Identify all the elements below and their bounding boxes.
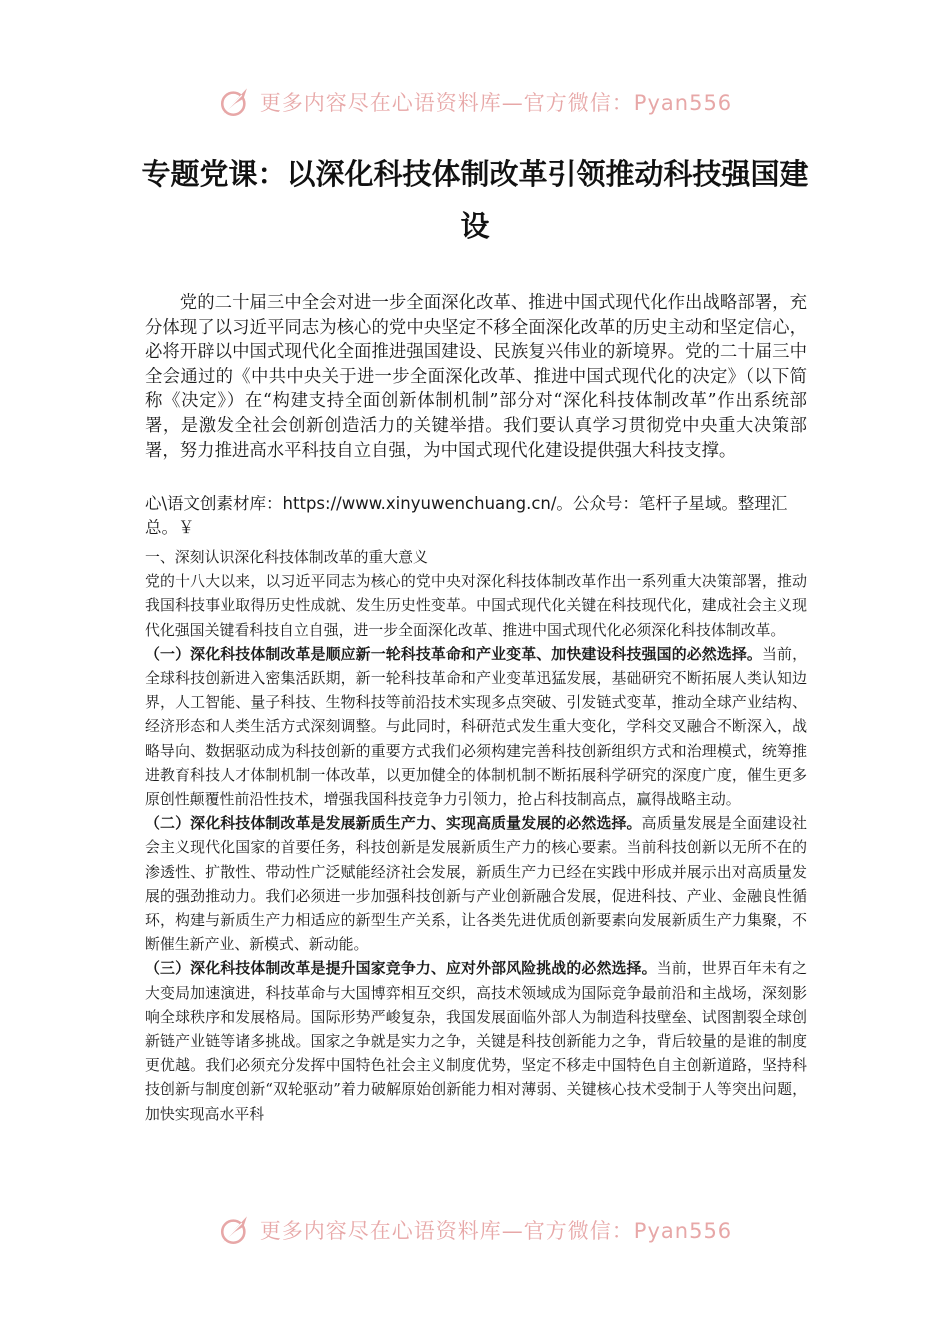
point-text: 当前，全球科技创新进入密集活跃期，新一轮科技革命和产业变革迅猛发展，基础研究不断拓展人类认知边界，人工智能、量子科技、生物科技等前沿技术实现多点突破、引发链式变革，推动全球产业结构、经济形态和人类生活方式深刻调整。与此同时，科研范式发生重大变化，学科交叉融合不断深入，战略导向、数据驱动成为科技创新的重要方式我们必须构建完善科技创新组织方式和治理模式，统筹推进教育科技人才体制机制一体改革，以更加健全的体制机制不断拓展科学研究的深度广度，催生更多原创性颠覆性前沿性技术，增强我国科技竞争力引领力，抢占科技制高点，赢得战略主动。 [145,644,807,809]
source-line: 心\语文创素材库：https://www.xinyuwenchuang.cn/。公众号：笔杆子星域。整理汇总。￥ [145,494,788,537]
point-lead: （三）深化科技体制改革是提升国家竞争力、应对外部风险挑战的必然选择。 [145,959,657,978]
point-lead: （一）深化科技体制改革是顺应新一轮科技革命和产业变革、加快建设科技强国的必然选择。 [145,644,762,663]
watermark-banner-bottom [0,1208,950,1252]
document-body [145,545,807,1126]
watermark-banner-top [0,80,950,124]
point-lead: （二）深化科技体制改革是发展新质生产力、实现高质量发展的必然选择。 [145,814,642,833]
point-paragraph-2 [145,811,807,956]
section-heading: 一、深刻认识深化科技体制改革的重大意义 [145,548,428,566]
watermark-text: 更多内容尽在心语资料库—官方微信：Pyan556 [259,1219,733,1243]
point-text: 当前，世界百年未有之大变局加速演进，科技革命与大国博弈相互交织，高技术领域成为国际竞争最前沿和主战场，深刻影响全球秩序和发展格局。国际形势严峻复杂，我国发展面临外部人为制造科技壁垒、试图割裂全球创新链产业链等诸多挑战。国家之争就是实力之争，关键是科技创新能力之争，背后较量的是谁的制度更优越。我们必须充分发挥中国特色社会主义制度优势，坚定不移走中国特色自主创新道路，坚持科技创新与制度创新“双轮驱动”着力破解原始创新能力相对薄弱、关键核心技术受制于人等突出问题，加快实现高水平科 [145,959,807,1123]
section-paragraph: 党的十八大以来，以习近平同志为核心的党中央对深化科技体制改革作出一系列重大决策部署，推动我国科技事业取得历史性成就、发生历史性变革。中国式现代化关键在科技现代化，建成社会主义现代化强国关键看科技自立自强，进一步全面深化改革、推进中国式现代化必须深化科技体制改革。 [145,572,807,639]
intro-paragraph: 党的二十届三中全会对进一步全面深化改革、推进中国式现代化作出战略部署，充分体现了以习近平同志为核心的党中央坚定不移全面深化改革的历史主动和坚定信心，必将开辟以中国式现代化全面推进强国建设、民族复兴伟业的新境界。党的二十届三中全会通过的《中共中央关于进一步全面深化改革、推进中国式现代化的决定》（以下简称《决定》）在“构建支持全面创新体制机制”部分对“深化科技体制改革”作出系统部署，是激发全社会创新创造活力的关键举措。我们要认真学习贯彻党中央重大决策部署，努力推进高水平科技自立自强，为中国式现代化建设提供强大科技支撑。 [145,293,807,461]
point-text: 高质量发展是全面建设社会主义现代化国家的首要任务，科技创新是发展新质生产力的核心要素。当前科技创新以无所不在的渗透性、扩散性、带动性广泛赋能经济社会发展，新质生产力已经在实践中形成并展示出对高质量发展的强劲推动力。我们必须进一步加强科技创新与产业创新融合发展，促进科技、产业、金融良性循环，构建与新质生产力相适应的新型生产关系，让各类先进优质创新要素向发展新质生产力集聚，不断催生新产业、新模式、新动能。 [145,814,807,954]
point-paragraph-3 [145,956,807,1125]
feather-logo-icon [218,1213,252,1247]
watermark-text: 更多内容尽在心语资料库—官方微信：Pyan556 [259,91,733,115]
point-paragraph-1 [145,642,807,811]
document-title: 专题党课：以深化科技体制改革引领推动科技强国建设 [141,157,809,243]
feather-logo-icon [218,85,252,119]
